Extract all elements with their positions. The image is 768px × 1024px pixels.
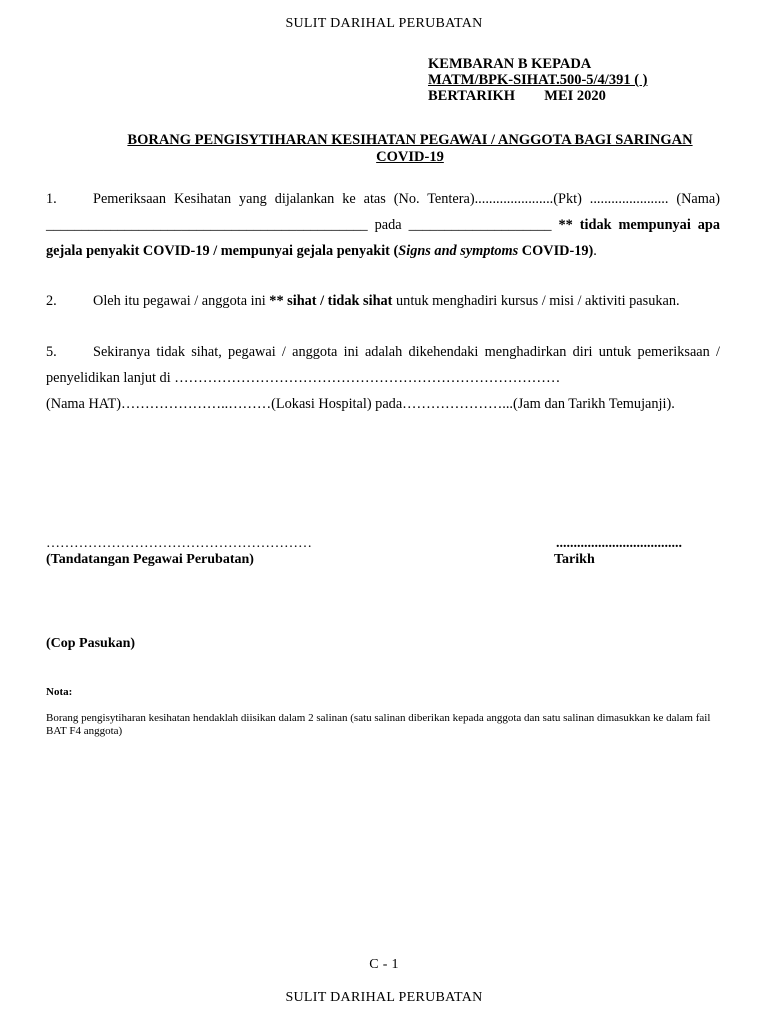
signature-label: (Tandatangan Pegawai Perubatan): [46, 552, 254, 567]
paragraph-1-text-g: COVID-19): [518, 243, 594, 259]
paragraph-1-text-b: (Pkt): [553, 191, 582, 207]
paragraph-3-text-a: Sekiranya tidak sihat, pegawai / anggota ini adalah dikehendaki menghadirkan diri untuk pemeriksaan / penyelidikan lanjut di ………………………………………………………………………: [46, 344, 720, 386]
reference-line-3: [428, 88, 648, 104]
reference-line-2: MATM/BPK-SIHAT.500-5/4/391 ( ): [428, 72, 648, 88]
health-status-choice: ** sihat / tidak sihat: [269, 293, 393, 309]
paragraph-2: [46, 288, 720, 314]
date-field[interactable]: ____________________: [408, 217, 552, 233]
reference-date-label: BERTARIKH: [428, 88, 516, 104]
paragraph-2-text-c: untuk menghadiri kursus / misi / aktiviti pasukan.: [392, 293, 680, 309]
note-text: Borang pengisytiharan kesihatan hendaklah diisikan dalam 2 salinan (satu salinan diberikan kepada anggota dan satu salinan dimasukkan ke dalam fail BAT F4 anggota): [46, 712, 711, 737]
stamp-label: (Cop Pasukan): [46, 636, 136, 651]
paragraph-1: [46, 186, 720, 264]
note-label: Nota:: [46, 686, 73, 698]
form-title-line-1: BORANG PENGISYTIHARAN KESIHATAN PEGAWAI / ANGGOTA BAGI SARINGAN: [127, 132, 693, 148]
paragraph-3-text-b: (Nama HAT)…………………..………(Lokasi Hospital) pada…………………...(Jam dan Tarikh Temujanji).: [46, 396, 675, 412]
service-number-field[interactable]: ......................: [474, 191, 554, 207]
rank-field[interactable]: ......................: [589, 191, 669, 207]
page-number: C - 1: [369, 957, 399, 972]
form-title: [90, 132, 730, 166]
paragraph-2-text-a: Oleh itu pegawai / anggota ini: [93, 293, 270, 309]
date-label: Tarikh: [554, 552, 595, 567]
reference-block: [428, 56, 648, 104]
date-dots[interactable]: ....................................: [556, 536, 682, 551]
paragraph-1-number: 1.: [46, 191, 57, 207]
reference-date-value: MEI 2020: [544, 88, 606, 104]
name-field[interactable]: _____________________________________________: [46, 217, 368, 233]
paragraph-1-text-c: (Nama): [676, 191, 721, 207]
paragraph-1-text-h: .: [593, 243, 597, 259]
paragraph-1-text-d: pada: [374, 217, 402, 233]
reference-line-1: KEMBARAN B KEPADA: [428, 56, 592, 72]
paragraph-2-number: 2.: [46, 293, 57, 309]
classification-footer: SULIT DARIHAL PERUBATAN: [285, 990, 483, 1005]
signature-dots[interactable]: …………………………………………………: [46, 536, 312, 551]
paragraph-1-text-f: Signs and symptoms: [398, 243, 519, 259]
paragraph-1-text-e: ** tidak mempunyai apa gejala penyakit COVID-19 / mempunyai gejala penyakit (: [46, 217, 720, 259]
paragraph-3: [46, 339, 720, 417]
classification-header: SULIT DARIHAL PERUBATAN: [285, 16, 483, 31]
paragraph-3-number: 5.: [46, 344, 57, 360]
paragraph-1-text-a: Pemeriksaan Kesihatan yang dijalankan ke atas (No. Tentera): [93, 191, 475, 207]
form-title-line-2: COVID-19: [376, 149, 444, 165]
